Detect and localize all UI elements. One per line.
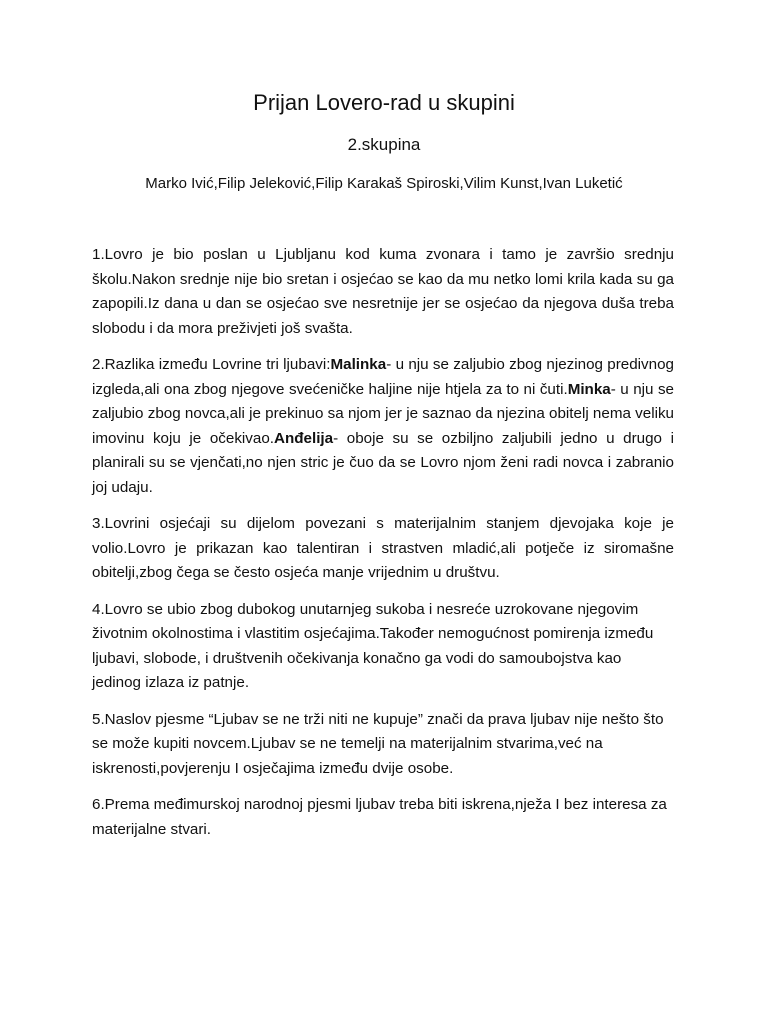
paragraph-2-andelija-text: - oboje su se ozbiljno zaljubili jedno u drugo i planirali su se vjenčati,no njen stric je čuo da se Lovro njom ženi radi novca i zabranio joj udaju. (92, 429, 674, 496)
name-minka: Minka (567, 380, 611, 398)
paragraph-5: 5.Naslov pjesme “Ljubav se ne trži niti ne kupuje” znači da prava ljubav nije nešto što se može kupiti novcem.Ljubav se ne temelji na materijalnim stvarima,već na iskrenosti,povjerenju I osječajima između dvije osobe. (92, 710, 664, 777)
paragraph-2-intro: 2.Razlika između Lovrine tri ljubavi: (92, 356, 331, 373)
name-andelija: Anđelija (274, 429, 334, 447)
paragraph-2 (92, 353, 674, 500)
paragraph-2-minka-text: - u nju se zaljubio zbog novca,ali je prekinuo sa njom jer je saznao da njezina obitelj nema veliku imovinu koju je očekivao. (92, 380, 674, 447)
document-body (92, 243, 674, 854)
document-title: Prijan Lovero-rad u skupini (253, 90, 515, 115)
paragraph-2-malinka-text: - u nju se zaljubio zbog njezinog predivnog izgleda,ali ona zbog njegove svećeničke haljine nije htjela za to ni čuti. (92, 356, 674, 398)
paragraph-4: 4.Lovro se ubio zbog dubokog unutarnjeg sukoba i nesreće uzrokovane njegovim životnim okolnostima i vlastitim osjećajima.Također nemogućnost pomirenja između ljubavi, slobode, i društvenih očekivanja konačno ga vodi do samoubojstva kao jedinog izlaza iz patnje. (92, 600, 654, 691)
paragraph-1: 1.Lovro je bio poslan u Ljubljanu kod kuma zvonara i tamo je završio srednju školu.Nakon srednje nije bio sretan i osjećao se kao da mu netko lomi krila kada su ga zapopili.Iz dana u dan se osjećao sve nesretnije jer se osjećao da njegova duša treba slobodu i da mora preživjeti još svašta. (92, 246, 674, 337)
paragraph-3: 3.Lovrini osjećaji su dijelom povezani s materijalnim stanjem djevojaka koje je volio.Lovro je prikazan kao talentiran i strastven mladić,ali potječe iz siromašne obitelji,zbog čega se često osjeća manje vrijednim u društvu. (92, 515, 674, 581)
author-list: Marko Ivić,Filip Jeleković,Filip Karakaš Spiroski,Vilim Kunst,Ivan Luketić (145, 175, 623, 192)
name-malinka: Malinka (330, 356, 387, 373)
paragraph-6: 6.Prema međimurskoj narodnoj pjesmi ljubav treba biti iskrena,nježa I bez interesa za materijalne stvari. (92, 796, 667, 838)
group-label: 2.skupina (347, 135, 421, 154)
